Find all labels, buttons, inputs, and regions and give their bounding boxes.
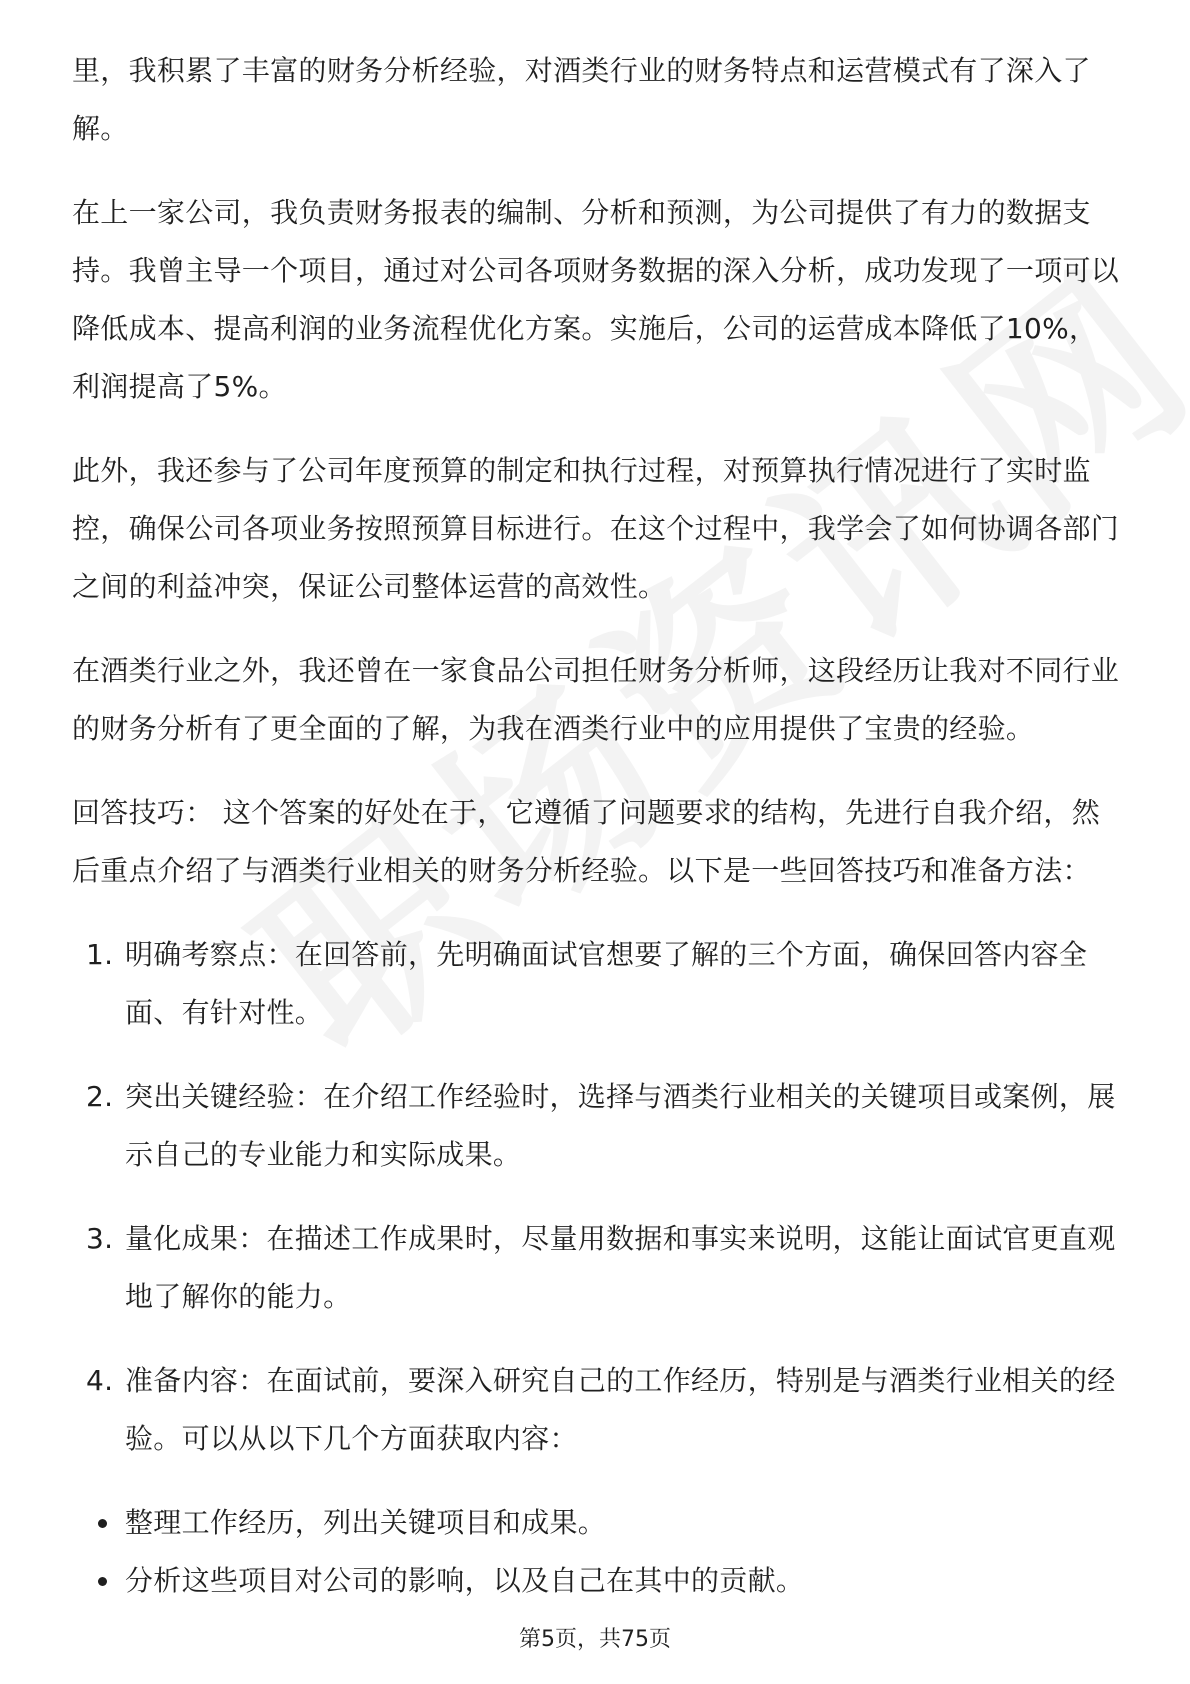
tips-numbered-list [72,926,1122,1468]
list-item-text: 准备内容：在面试前，要深入研究自己的工作经历，特别是与酒类行业相关的经验。可以从以下几个方面获取内容： [125,1364,1116,1455]
bullet-dot-icon [98,1519,107,1528]
paragraph: 在酒类行业之外，我还曾在一家食品公司担任财务分析师，这段经历让我对不同行业的财务分析有了更全面的了解，为我在酒类行业中的应用提供了宝贵的经验。 [72,654,1120,745]
paragraph: 在上一家公司，我负责财务报表的编制、分析和预测，为公司提供了有力的数据支持。我曾主导一个项目，通过对公司各项财务数据的深入分析，成功发现了一项可以降低成本、提高利润的业务流程优化方案。实施后，公司的运营成本降低了10%，利润提高了5%。 [72,196,1120,403]
list-item-text: 明确考察点：在回答前，先明确面试官想要了解的三个方面，确保回答内容全面、有针对性。 [125,938,1088,1029]
list-item [72,926,1122,1042]
list-number: 4. [86,1364,114,1397]
bullet-item-text: 整理工作经历，列出关键项目和成果。 [125,1506,607,1539]
preparation-bullet-list [72,1494,1122,1610]
list-number: 1. [86,938,114,971]
bullet-dot-icon [98,1577,107,1586]
bullet-item [72,1494,1122,1552]
list-item [72,1210,1122,1326]
bullet-item-text: 分析这些项目对公司的影响，以及自己在其中的贡献。 [125,1564,805,1597]
list-number: 2. [86,1080,114,1113]
list-item-text: 量化成果：在描述工作成果时，尽量用数据和事实来说明，这能让面试官更直观地了解你的能力。 [125,1222,1116,1313]
list-item-text: 突出关键经验：在介绍工作经验时，选择与酒类行业相关的关键项目或案例，展示自己的专业能力和实际成果。 [125,1080,1116,1171]
page-content [72,42,1122,1610]
list-item [72,1352,1122,1468]
page-number-footer: 第5页，共75页 [519,1627,671,1652]
list-item [72,1068,1122,1184]
bullet-item [72,1552,1122,1610]
paragraph: 里，我积累了丰富的财务分析经验，对酒类行业的财务特点和运营模式有了深入了解。 [72,54,1091,145]
paragraph: 此外，我还参与了公司年度预算的制定和执行过程，对预算执行情况进行了实时监控，确保公司各项业务按照预算目标进行。在这个过程中，我学会了如何协调各部门之间的利益冲突，保证公司整体运营的高效性。 [72,454,1120,603]
tips-intro-paragraph: 回答技巧： 这个答案的好处在于，它遵循了问题要求的结构，先进行自我介绍，然后重点介绍了与酒类行业相关的财务分析经验。以下是一些回答技巧和准备方法： [72,796,1101,887]
list-number: 3. [86,1222,114,1255]
